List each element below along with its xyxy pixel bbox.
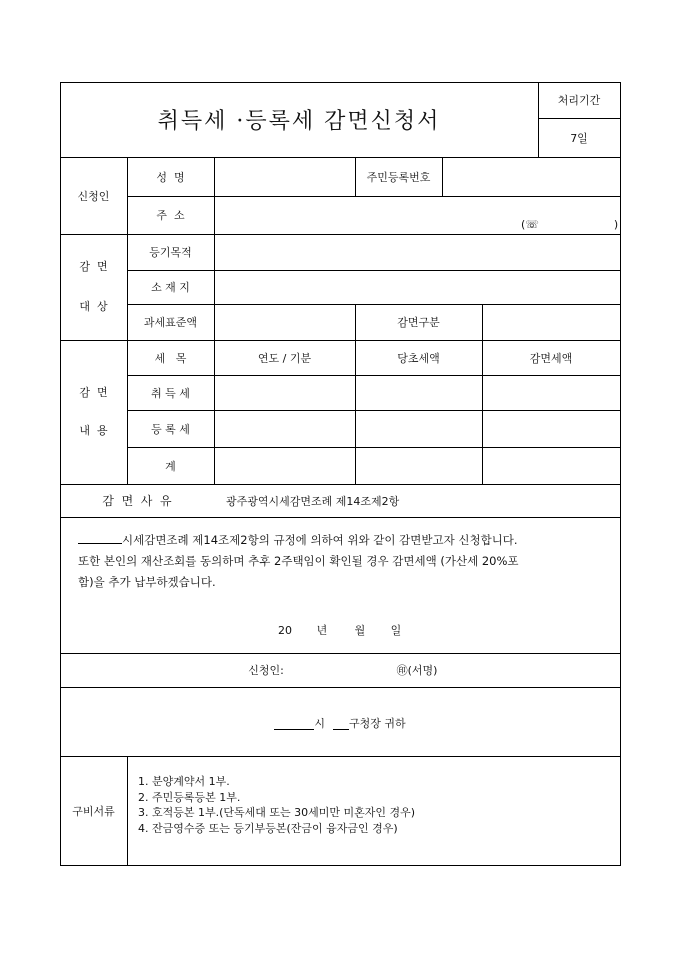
total-label: 계	[165, 459, 176, 473]
total-exempt-field[interactable]	[482, 447, 620, 484]
city-name-blank[interactable]	[274, 717, 314, 730]
district-name-blank[interactable]	[333, 717, 349, 730]
processing-period-value: 7일	[570, 131, 588, 145]
name-label: 성 명	[156, 170, 185, 184]
acquisition-tax-year-field[interactable]	[214, 375, 355, 410]
declaration-line-2: 또한 본인의 재산조회를 동의하며 추후 2주택임이 확인될 경우 감면세액 (가산세 20%포	[78, 554, 519, 568]
registration-purpose-field[interactable]	[214, 234, 620, 270]
details-header-year: 연도 / 기분	[257, 351, 312, 365]
phone-close: )	[613, 217, 619, 231]
signature-seal[interactable]: ㊞(서명)	[396, 664, 438, 677]
declaration-line-3: 함)을 추가 납부하겠습니다.	[78, 575, 216, 589]
registration-tax-year-field[interactable]	[214, 410, 355, 447]
address-field[interactable]	[214, 196, 514, 234]
phone-open: (☏	[520, 217, 540, 231]
document-item: 1. 분양계약서 1부.	[138, 775, 230, 788]
target-section-label-1: 감 면	[79, 260, 108, 273]
exemption-type-label: 감면구분	[397, 316, 440, 329]
location-field[interactable]	[214, 270, 620, 304]
resident-number-label: 주민등록번호	[366, 170, 431, 184]
recipient-line	[60, 713, 620, 733]
details-section-label-1: 감 면	[79, 386, 108, 399]
city-suffix: 시	[314, 717, 325, 730]
details-section-label-2: 내 용	[79, 424, 108, 437]
city-blank[interactable]	[78, 543, 122, 544]
total-year-field[interactable]	[214, 447, 355, 484]
form-title: 취득세 ·등록세 감면신청서	[157, 109, 441, 134]
date-day: 일	[390, 624, 402, 637]
document-item: 4. 잔금영수증 또는 등기부등본(잔금이 융자금인 경우)	[138, 821, 398, 835]
signature-label: 신청인:	[248, 664, 284, 677]
details-header-exempt: 감면세액	[529, 351, 573, 365]
target-section-label-2: 대 상	[79, 300, 108, 313]
total-original-field[interactable]	[355, 447, 482, 484]
acquisition-tax-original-field[interactable]	[355, 375, 482, 410]
documents-list	[138, 774, 415, 836]
office-suffix: 구청장 귀하	[349, 717, 406, 730]
date-prefix: 20	[278, 623, 292, 637]
registration-tax-label: 등 록 세	[151, 422, 190, 436]
tax-base-label: 과세표준액	[143, 316, 198, 329]
processing-period-label: 처리기간	[557, 94, 601, 107]
tax-base-field[interactable]	[214, 304, 355, 340]
date-month: 월	[354, 624, 366, 637]
acquisition-tax-label: 취 득 세	[151, 386, 190, 400]
declaration-text	[78, 530, 608, 593]
acquisition-tax-exempt-field[interactable]	[482, 375, 620, 410]
applicant-section-label: 신청인	[77, 189, 110, 203]
phone-field[interactable]	[546, 214, 612, 234]
declaration-line-1: 시세감면조례 제14조제2항의 규정에 의하여 위와 같이 감면받고자 신청합니다.	[78, 530, 608, 551]
details-header-item: 세 목	[154, 351, 187, 365]
reason-value: 광주광역시세감면조례 제14조제2항	[226, 494, 400, 508]
location-label: 소 재 지	[151, 281, 190, 294]
address-label: 주 소	[156, 209, 185, 222]
date-year: 년	[316, 624, 328, 637]
registration-purpose-label: 등기목적	[149, 246, 192, 259]
exemption-type-field[interactable]	[482, 304, 620, 340]
document-item: 3. 호적등본 1부.(단독세대 또는 30세미만 미혼자인 경우)	[138, 806, 416, 819]
documents-label: 구비서류	[72, 805, 115, 818]
reason-label: 감 면 사 유	[102, 494, 172, 508]
document-item: 2. 주민등록등본 1부.	[138, 790, 241, 804]
details-header-original: 당초세액	[397, 351, 440, 365]
registration-tax-original-field[interactable]	[355, 410, 482, 447]
registration-tax-exempt-field[interactable]	[482, 410, 620, 447]
name-field[interactable]	[214, 157, 355, 196]
resident-number-field[interactable]	[442, 157, 620, 196]
